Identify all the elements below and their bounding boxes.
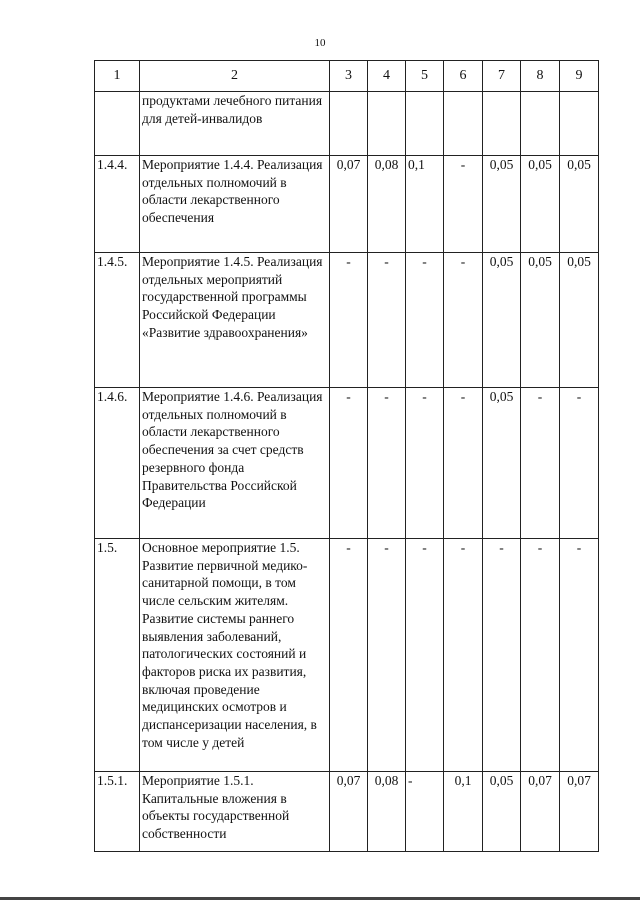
program-table bbox=[94, 60, 599, 852]
value-cell: - bbox=[368, 253, 406, 388]
header-cell: 4 bbox=[368, 61, 406, 92]
value-cell: - bbox=[521, 539, 560, 772]
row-number: 1.4.5. bbox=[95, 253, 140, 388]
table-row bbox=[95, 388, 599, 539]
row-description: Мероприятие 1.4.5. Реализация отдельных мероприятий государственной программы Российской Федерации «Развитие здравоохранения» bbox=[140, 253, 330, 388]
table-row bbox=[95, 92, 599, 156]
value-cell: - bbox=[330, 253, 368, 388]
value-cell: 0,07 bbox=[330, 156, 368, 253]
scan-edge-line bbox=[0, 897, 640, 900]
table-row bbox=[95, 772, 599, 852]
value-cell: 0,05 bbox=[521, 253, 560, 388]
header-cell: 7 bbox=[483, 61, 521, 92]
row-description: Мероприятие 1.4.4. Реализация отдельных полномочий в области лекарственного обеспечения bbox=[140, 156, 330, 253]
value-cell: 0,07 bbox=[521, 772, 560, 852]
value-cell: - bbox=[368, 388, 406, 539]
row-number: 1.5. bbox=[95, 539, 140, 772]
value-cell: 0,05 bbox=[483, 388, 521, 539]
value-cell: 0,1 bbox=[406, 156, 444, 253]
value-cell: 0,08 bbox=[368, 156, 406, 253]
value-cell: - bbox=[444, 388, 483, 539]
value-cell bbox=[521, 92, 560, 156]
header-cell: 5 bbox=[406, 61, 444, 92]
row-number: 1.4.6. bbox=[95, 388, 140, 539]
header-cell: 1 bbox=[95, 61, 140, 92]
row-description: Мероприятие 1.4.6. Реализация отдельных полномочий в области лекарственного обеспечения за счет средств резервного фонда Правительства Российской Федерации bbox=[140, 388, 330, 539]
value-cell: 0,05 bbox=[483, 772, 521, 852]
value-cell: - bbox=[330, 539, 368, 772]
page-number: 10 bbox=[314, 37, 326, 49]
value-cell bbox=[444, 92, 483, 156]
value-cell: 0,1 bbox=[444, 772, 483, 852]
value-cell bbox=[483, 92, 521, 156]
row-description: Мероприятие 1.5.1. Капитальные вложения в объекты государственной собственности bbox=[140, 772, 330, 852]
header-cell: 9 bbox=[560, 61, 599, 92]
value-cell: - bbox=[406, 539, 444, 772]
row-number: 1.4.4. bbox=[95, 156, 140, 253]
value-cell: 0,05 bbox=[521, 156, 560, 253]
value-cell: - bbox=[444, 253, 483, 388]
value-cell: - bbox=[406, 253, 444, 388]
header-cell: 8 bbox=[521, 61, 560, 92]
header-cell: 6 bbox=[444, 61, 483, 92]
value-cell: 0,07 bbox=[330, 772, 368, 852]
value-cell: 0,05 bbox=[483, 253, 521, 388]
value-cell: - bbox=[560, 388, 599, 539]
value-cell: 0,05 bbox=[483, 156, 521, 253]
value-cell: 0,08 bbox=[368, 772, 406, 852]
value-cell: 0,05 bbox=[560, 156, 599, 253]
value-cell: - bbox=[444, 539, 483, 772]
value-cell bbox=[330, 92, 368, 156]
table-row bbox=[95, 253, 599, 388]
header-row bbox=[95, 61, 599, 92]
value-cell: - bbox=[330, 388, 368, 539]
value-cell bbox=[406, 92, 444, 156]
value-cell: - bbox=[560, 539, 599, 772]
row-description: продуктами лечебного питания для детей-инвалидов bbox=[140, 92, 330, 156]
value-cell: - bbox=[444, 156, 483, 253]
value-cell bbox=[560, 92, 599, 156]
row-number: 1.5.1. bbox=[95, 772, 140, 852]
value-cell: 0,07 bbox=[560, 772, 599, 852]
table-row bbox=[95, 539, 599, 772]
value-cell: - bbox=[368, 539, 406, 772]
value-cell bbox=[368, 92, 406, 156]
header-cell: 3 bbox=[330, 61, 368, 92]
row-description: Основное мероприятие 1.5. Развитие первичной медико-санитарной помощи, в том числе сельским жителям. Развитие системы раннего выявления заболеваний, патологических состояний и факторов риска их развития, включая проведение медицинских осмотров и диспансеризации населения, в том числе у детей bbox=[140, 539, 330, 772]
value-cell: - bbox=[406, 388, 444, 539]
value-cell: 0,05 bbox=[560, 253, 599, 388]
header-cell: 2 bbox=[140, 61, 330, 92]
value-cell: - bbox=[521, 388, 560, 539]
value-cell: - bbox=[483, 539, 521, 772]
value-cell: - bbox=[406, 772, 444, 852]
table-row bbox=[95, 156, 599, 253]
row-number bbox=[95, 92, 140, 156]
